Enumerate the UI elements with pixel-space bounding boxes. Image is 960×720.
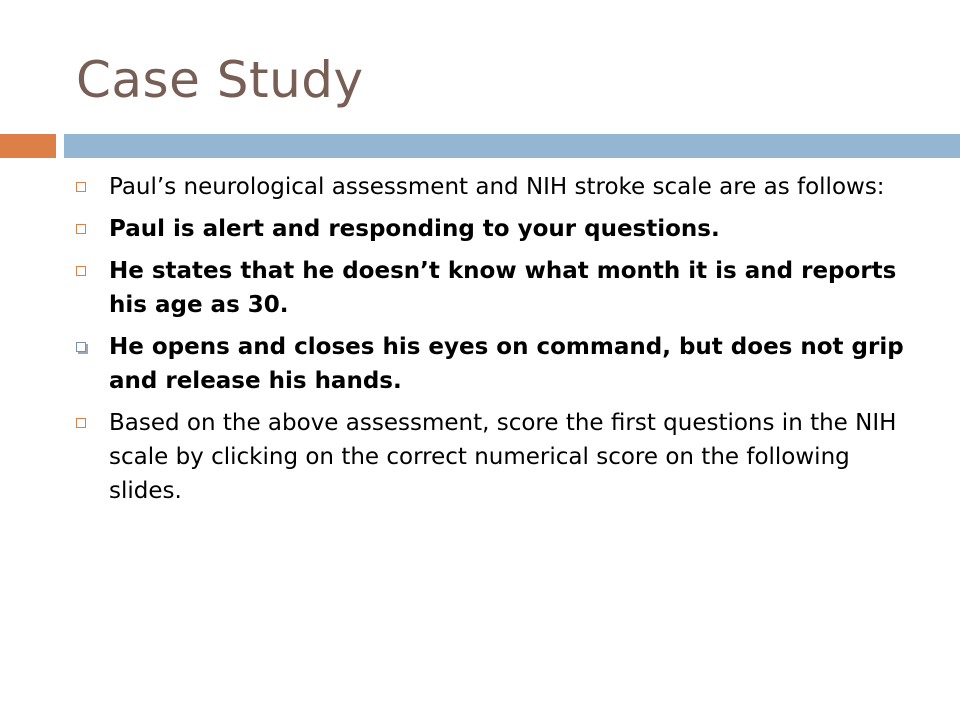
bullet-item <box>76 212 916 246</box>
bullet-text: Based on the above assessment, score the first questions in the NIH scale by clicking on the correct numerical score on the following slides. <box>109 410 897 504</box>
bullet-item <box>76 406 916 508</box>
bullet-item <box>76 170 916 204</box>
bullet-list <box>76 170 916 516</box>
title-accent-bar <box>0 134 56 158</box>
square-bullet-icon <box>76 224 86 234</box>
bullet-item <box>76 330 916 398</box>
square-bullet-icon <box>76 266 86 276</box>
bullet-text: He states that he doesn’t know what month it is and reports his age as 30. <box>109 258 897 318</box>
bullet-text: Paul’s neurological assessment and NIH stroke scale are as follows: <box>109 174 885 200</box>
bullet-item <box>76 254 916 322</box>
square-bullet-icon <box>76 418 86 428</box>
square-bullet-icon <box>76 182 86 192</box>
slide-title: Case Study <box>76 51 364 109</box>
bullet-text: He opens and closes his eyes on command, but does not grip and release his hands. <box>109 334 904 394</box>
title-divider-bar <box>64 134 960 158</box>
bullet-text: Paul is alert and responding to your questions. <box>109 216 720 242</box>
shadowed-square-bullet-icon <box>76 342 86 352</box>
